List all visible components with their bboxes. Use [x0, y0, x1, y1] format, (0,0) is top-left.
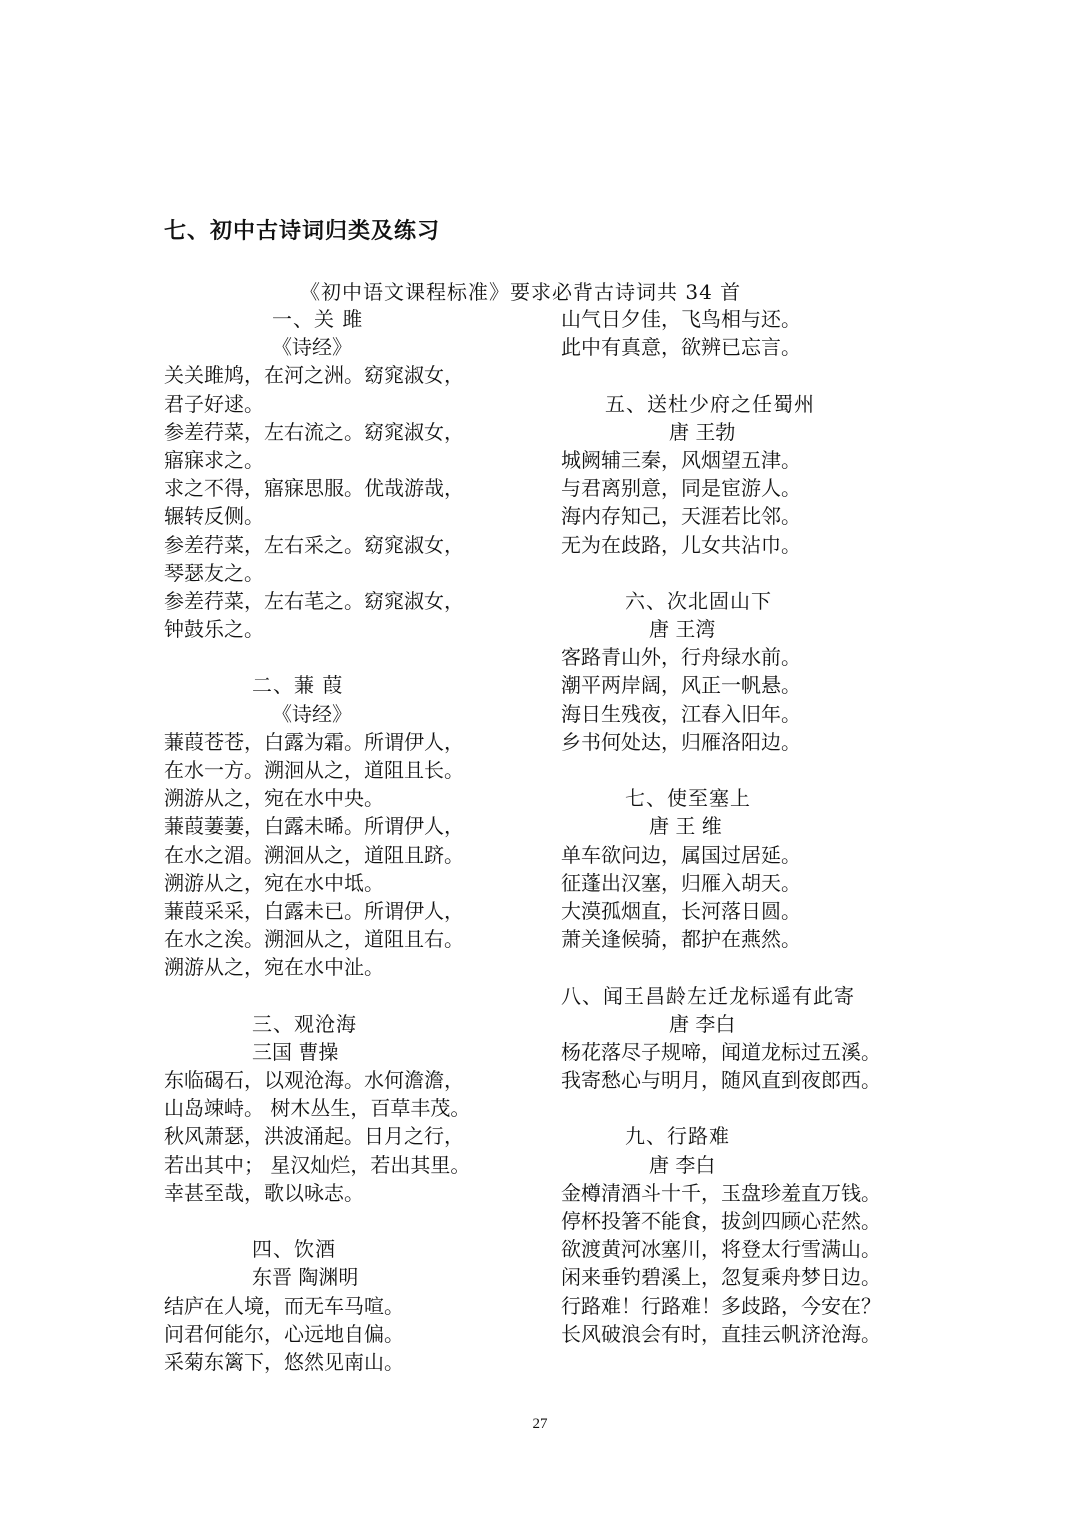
- poem-line: 秋风萧瑟，洪波涌起。日月之行，: [164, 1124, 464, 1149]
- poem-author: 三国 曹操: [252, 1039, 339, 1064]
- poem-line: 与君离别意，同是宦游人。: [561, 476, 801, 501]
- poem-line: 结庐在人境，而无车马喧。: [164, 1293, 404, 1318]
- page-number: 27: [532, 1416, 548, 1432]
- poem-line: 征蓬出汉塞，归雁入胡天。: [561, 870, 801, 895]
- poem-spacer: [561, 361, 931, 389]
- poem-line: 在水之湄。溯洄从之，道阻且跻。: [164, 842, 464, 867]
- poem-line: 客路青山外，行舟绿水前。: [561, 645, 801, 670]
- poem-author: 唐 王湾: [649, 617, 716, 642]
- poem-spacer: [164, 982, 534, 1010]
- poem-block: [164, 305, 534, 643]
- poem-block: [164, 671, 534, 981]
- poem-title: 七、使至塞上: [625, 786, 751, 811]
- poem-block: [561, 587, 931, 756]
- right-column: [561, 305, 931, 1348]
- poem-line: 蒹葭萋萋，白露未晞。所谓伊人，: [164, 814, 464, 839]
- poem-line: 金樽清酒斗十千，玉盘珍羞直万钱。: [561, 1180, 881, 1205]
- poem-block: [164, 1235, 534, 1376]
- poem-author: 《诗经》: [272, 335, 352, 360]
- poem-line: 辗转反侧。: [164, 504, 264, 529]
- poem-block: [561, 1122, 931, 1348]
- poem-author: 唐 王 维: [649, 814, 722, 839]
- poem-spacer: [561, 1094, 931, 1122]
- poem-line: 关关雎鸠，在河之洲。窈窕淑女，: [164, 363, 464, 388]
- poem-spacer: [561, 953, 931, 981]
- section-title: 七、初中古诗词归类及练习: [164, 219, 441, 244]
- poem-line: 海日生残夜，江春入旧年。: [561, 701, 801, 726]
- poem-line: 琴瑟友之。: [164, 560, 264, 585]
- poem-title: 四、饮酒: [252, 1237, 336, 1262]
- poem-line: 单车欲问边，属国过居延。: [561, 842, 801, 867]
- poem-line: 参差荇菜，左右流之。窈窕淑女，: [164, 419, 464, 444]
- poem-title: 一、关 雎: [272, 307, 364, 331]
- poem-line: 乡书何处达，归雁洛阳边。: [561, 729, 801, 754]
- poem-block: [561, 982, 931, 1095]
- poem-line: 溯游从之，宛在水中沚。: [164, 955, 384, 980]
- poem-title: 五、送杜少府之任蜀州: [605, 391, 815, 416]
- poem-line: 长风破浪会有时，直挂云帆济沧海。: [561, 1321, 881, 1346]
- left-column: [164, 305, 534, 1376]
- poem-title: 八、闻王昌龄左迁龙标遥有此寄: [561, 983, 855, 1008]
- poem-spacer: [561, 559, 931, 587]
- poem-author: 唐 李白: [649, 1152, 716, 1177]
- poem-line: 我寄愁心与明月，随风直到夜郎西。: [561, 1068, 881, 1093]
- poem-line: 山气日夕佳，飞鸟相与还。: [561, 307, 801, 331]
- poem-title: 二、蒹 葭: [252, 673, 344, 698]
- poem-line: 欲渡黄河冰塞川，将登太行雪满山。: [561, 1237, 881, 1262]
- poem-block: [561, 305, 931, 361]
- poem-spacer: [164, 1207, 534, 1235]
- poem-author: 东晋 陶渊明: [252, 1265, 359, 1290]
- poem-line: 参差荇菜，左右采之。窈窕淑女，: [164, 532, 464, 557]
- poem-spacer: [164, 643, 534, 671]
- poem-title: 九、行路难: [625, 1124, 730, 1149]
- poem-line: 城阙辅三秦，风烟望五津。: [561, 447, 801, 472]
- poem-line: 蒹葭苍苍，白露为霜。所谓伊人，: [164, 729, 464, 754]
- poem-line: 若出其中； 星汉灿烂，若出其里。: [164, 1152, 471, 1177]
- poem-line: 海内存知己，天涯若比邻。: [561, 504, 801, 529]
- poem-line: 君子好逑。: [164, 391, 264, 416]
- poem-line: 参差荇菜，左右芼之。窈窕淑女，: [164, 588, 464, 613]
- poem-line: 潮平两岸阔，风正一帆悬。: [561, 673, 801, 698]
- poem-line: 山岛竦峙。 树木丛生，百草丰茂。: [164, 1096, 471, 1121]
- poem-line: 行路难！行路难！多歧路，今安在？: [561, 1293, 881, 1318]
- poem-author: 唐 王勃: [669, 419, 736, 444]
- poem-line: 溯游从之，宛在水中坻。: [164, 870, 384, 895]
- poem-line: 问君何能尔，心远地自偏。: [164, 1321, 404, 1346]
- page-subtitle: 《初中语文课程标准》要求必背古诗词共 34 首: [300, 280, 742, 304]
- poem-line: 幸甚至哉，歌以咏志。: [164, 1180, 364, 1205]
- poem-line: 大漠孤烟直，长河落日圆。: [561, 898, 801, 923]
- poem-line: 在水一方。溯洄从之，道阻且长。: [164, 758, 464, 782]
- poem-line: 萧关逢候骑，都护在燕然。: [561, 927, 801, 952]
- poem-block: [561, 784, 931, 953]
- poem-line: 钟鼓乐之。: [164, 617, 264, 642]
- poem-title: 六、次北固山下: [625, 588, 772, 613]
- poem-spacer: [561, 756, 931, 784]
- poem-line: 停杯投箸不能食，拔剑四顾心茫然。: [561, 1209, 881, 1233]
- poem-block: [164, 1010, 534, 1207]
- poem-title: 三、观沧海: [252, 1011, 357, 1036]
- poem-line: 杨花落尽子规啼，闻道龙标过五溪。: [561, 1039, 881, 1064]
- poem-line: 求之不得，寤寐思服。优哉游哉，: [164, 476, 464, 501]
- poem-line: 东临碣石，以观沧海。水何澹澹，: [164, 1068, 464, 1093]
- poem-line: 闲来垂钓碧溪上，忽复乘舟梦日边。: [561, 1265, 881, 1290]
- poem-author: 《诗经》: [272, 701, 352, 726]
- poem-line: 蒹葭采采，白露未已。所谓伊人，: [164, 898, 464, 923]
- poem-line: 无为在歧路，儿女共沾巾。: [561, 532, 801, 557]
- poem-block: [561, 390, 931, 559]
- poem-line: 采菊东篱下，悠然见南山。: [164, 1349, 404, 1374]
- poem-author: 唐 李白: [669, 1011, 736, 1036]
- poem-line: 寤寐求之。: [164, 447, 264, 472]
- poem-line: 溯游从之，宛在水中央。: [164, 786, 384, 811]
- poem-line: 此中有真意，欲辨已忘言。: [561, 335, 801, 360]
- poem-line: 在水之涘。溯洄从之，道阻且右。: [164, 927, 464, 952]
